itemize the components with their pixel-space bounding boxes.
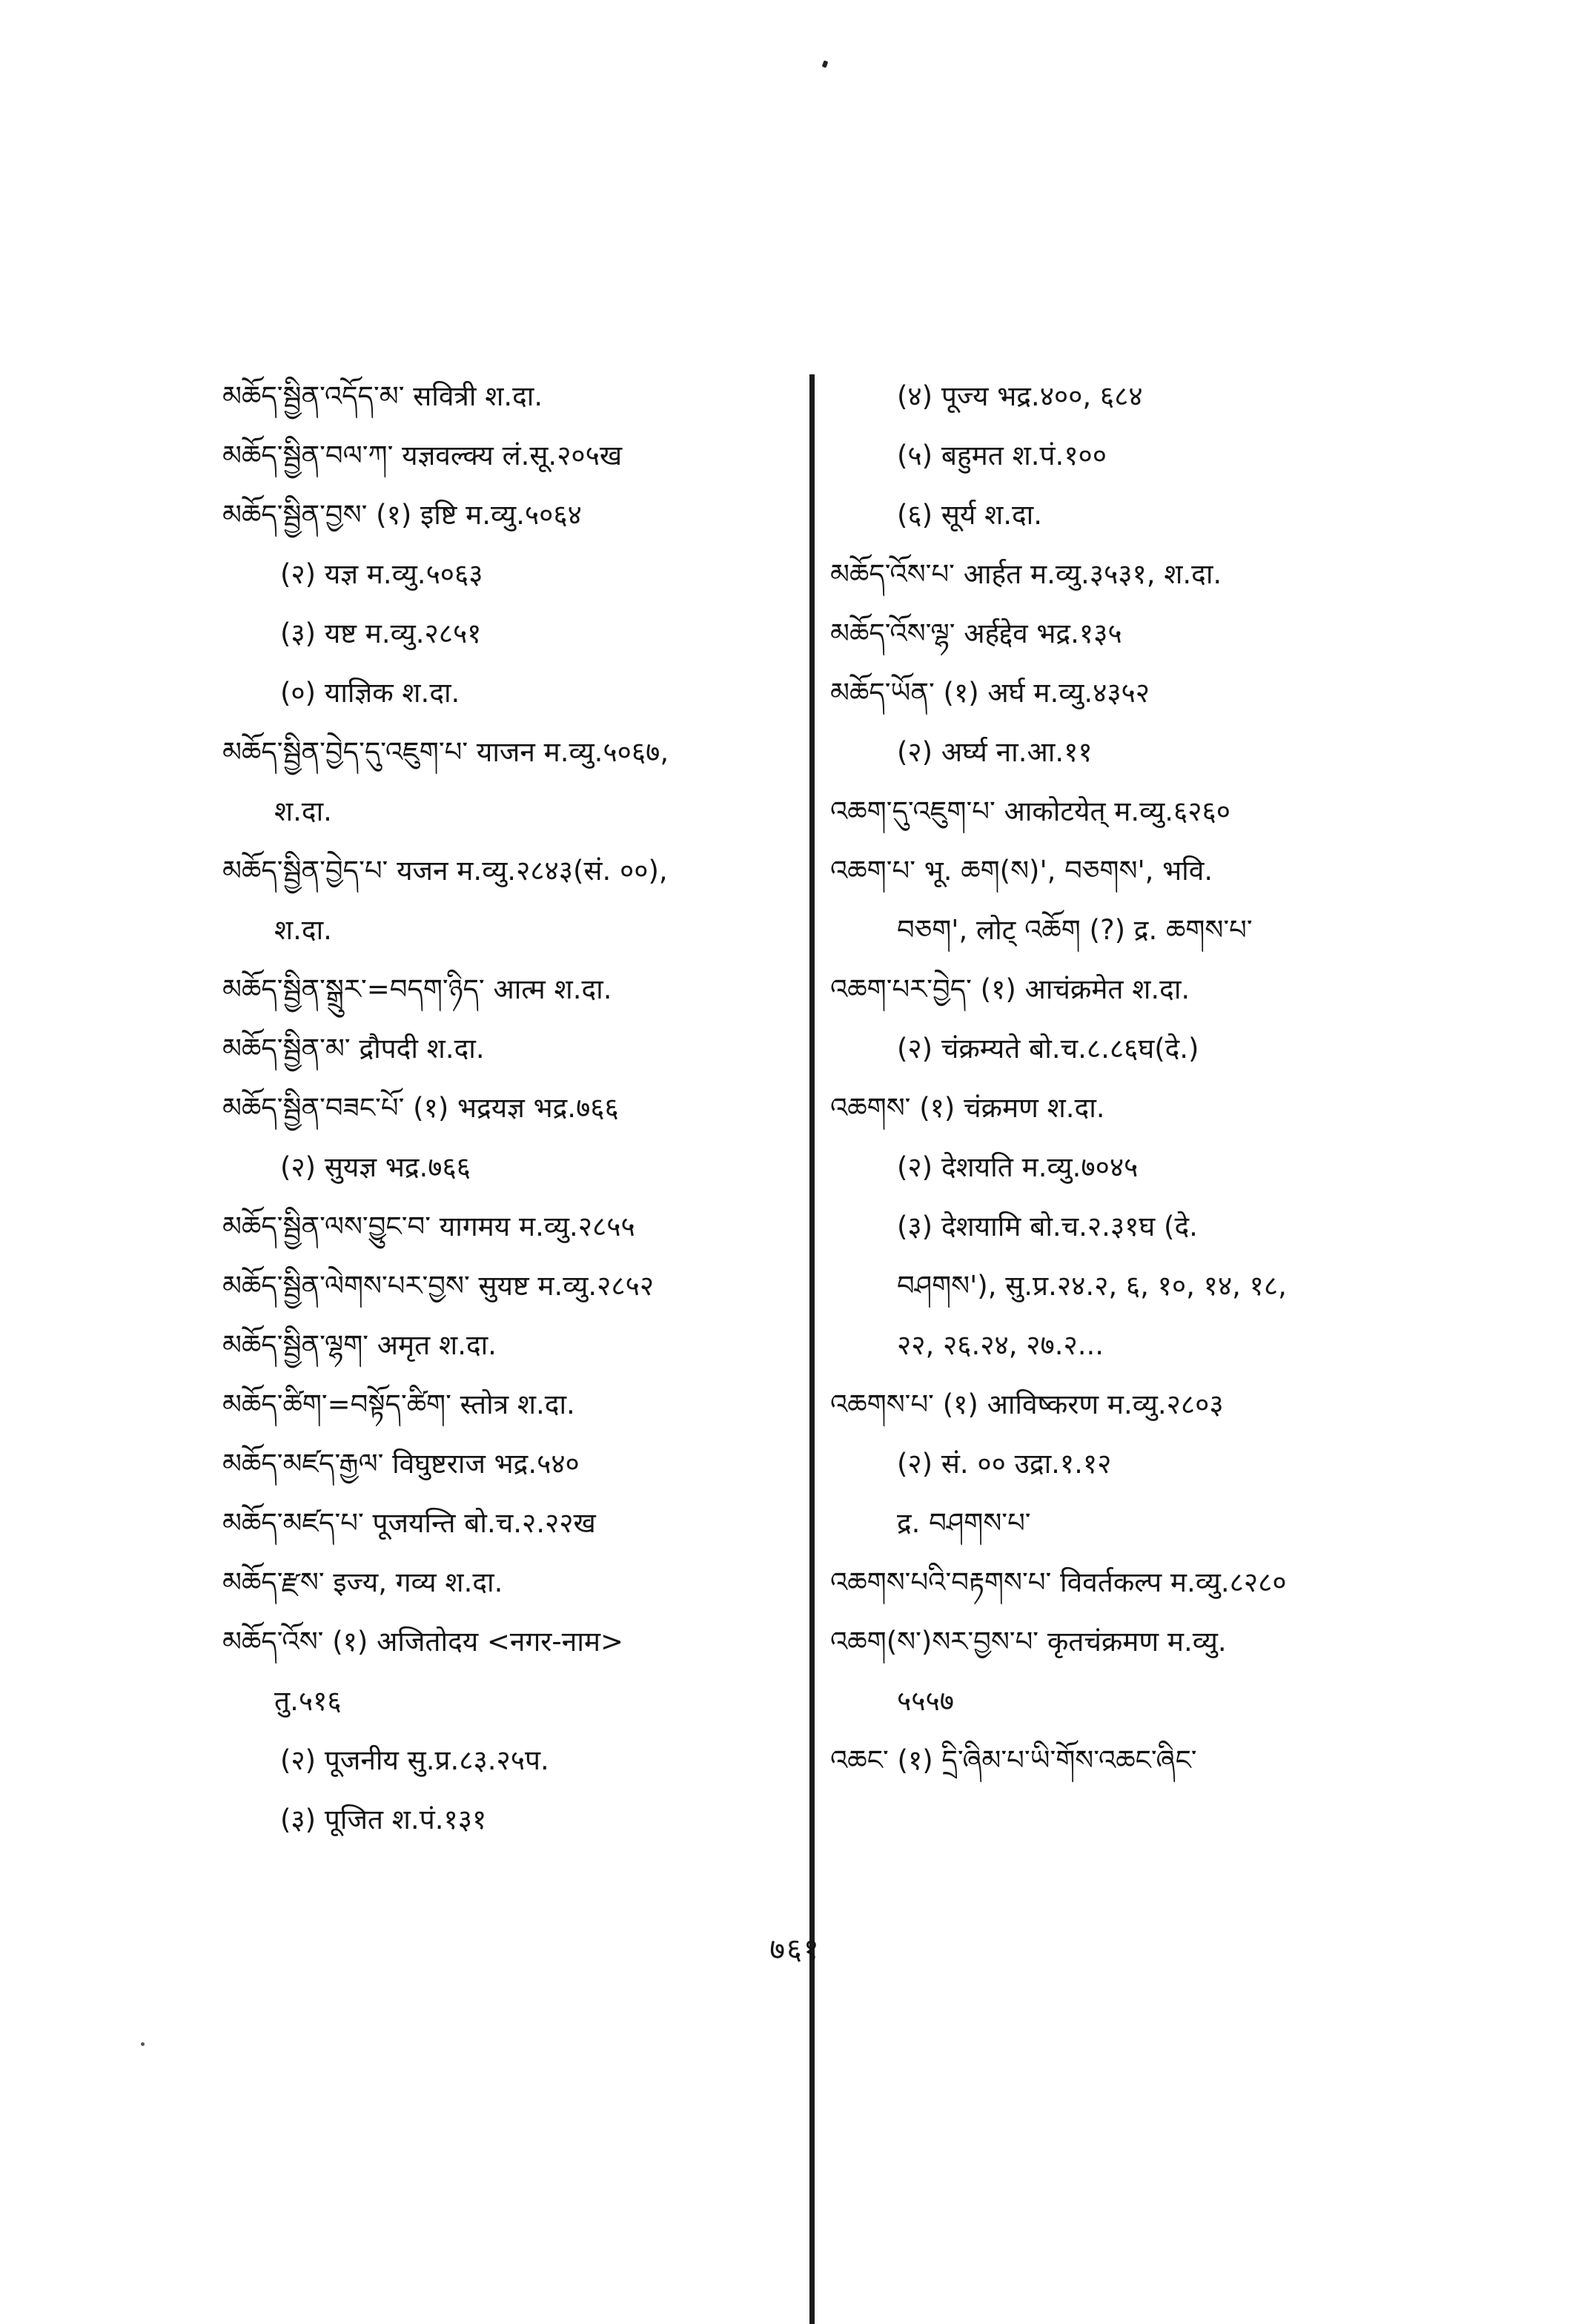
dictionary-entry: མཆོད་སྦྱིན་བྱེད་དུ་འཇུག་པ་ याजन म.व्यु.५०६७, bbox=[222, 736, 669, 768]
dictionary-entry: (२) अर्घ्य ना.आ.११ bbox=[897, 736, 1093, 768]
dictionary-entry: མཆོད་མཛད་རྒྱལ་ विघुष्टराज भद्र.५४० bbox=[222, 1448, 580, 1480]
dictionary-entry: ५५५७ bbox=[897, 1685, 954, 1717]
dictionary-entry: འཆག་དུ་འཇུག་པ་ आकोटयेत् म.व्यु.६२६० bbox=[830, 795, 1230, 827]
dictionary-entry: २२, २६.२४, २७.२... bbox=[897, 1329, 1104, 1361]
dictionary-entry: མཆོད་ཚིག་=བསྟོད་ཚིག་ स्तोत्र श.दा. bbox=[222, 1388, 575, 1420]
dictionary-entry: འཆགས་པ་ (१) आविष्करण म.व्यु.२८०३ bbox=[830, 1388, 1224, 1420]
dictionary-entry: མཆོད་སྦྱིན་བལ་ཀ་ यज्ञवल्क्य लं.सू.२०५ख bbox=[222, 440, 623, 471]
left-column bbox=[222, 367, 808, 1850]
print-dot bbox=[141, 2042, 145, 2046]
dictionary-entry: འཆག་པ་ भू. ཆག(ས)', བཅགས', भवि. bbox=[830, 855, 1213, 887]
dictionary-entry: འཆག(ས་)སར་བྱས་པ་ कृतचंक्रमण म.व्यु. bbox=[830, 1626, 1227, 1658]
dictionary-entry: द्र. བཤགས་པ་ bbox=[897, 1507, 1031, 1539]
dictionary-entry: མཆོད་སྦྱིན་བཟང་པོ་ (१) भद्रयज्ञ भद्र.७६६ bbox=[222, 1092, 619, 1124]
dictionary-entry: श.दा. bbox=[274, 795, 332, 827]
dictionary-entry: (६) सूर्य श.दा. bbox=[897, 499, 1043, 531]
dictionary-entry: (२) चंक्रम्यते बो.च.८.८६घ(दे.) bbox=[897, 1033, 1199, 1065]
dictionary-entry: མཆོད་སྦྱིན་མ་ द्रौपदी श.दा. bbox=[222, 1033, 485, 1065]
dictionary-entry: མཆོད་འོས་པ་ आर्हत म.व्यु.३५३१, श.दा. bbox=[830, 558, 1222, 590]
dictionary-entry: तु.५१६ bbox=[274, 1685, 342, 1717]
page-number: ७६१ bbox=[769, 1933, 821, 1967]
dictionary-entry: མཆོད་སྦྱིན་བྱེད་པ་ यजन म.व्यु.२८४३(सं. ००), bbox=[222, 855, 668, 887]
dictionary-entry: (२) पूजनीय सु.प्र.८३.२५प. bbox=[280, 1744, 549, 1776]
dictionary-entry: འཆག་པར་བྱེད་ (१) आचंक्रमेत श.दा. bbox=[830, 973, 1190, 1005]
dictionary-entry: མཆོད་མཛད་པ་ पूजयन्ति बो.च.२.२२ख bbox=[222, 1507, 596, 1539]
column-divider bbox=[809, 374, 815, 2324]
dictionary-entry: (३) पूजित श.पं.१३१ bbox=[280, 1804, 487, 1835]
dictionary-entry: བཤགས'), सु.प्र.२४.२, ६, १०, १४, १८, bbox=[897, 1270, 1287, 1302]
dictionary-entry: (२) देशयति म.व्यु.७०४५ bbox=[897, 1151, 1139, 1183]
dictionary-entry: མཆོད་ཡོན་ (१) अर्घ म.व्यु.४३५२ bbox=[830, 677, 1150, 709]
dictionary-entry: འཆགས་པའི་བརྟགས་པ་ विवर्तकल्प म.व्यु.८२८० bbox=[830, 1566, 1287, 1598]
dictionary-entry: མཆོད་འོས་ལྷ་ अर्हद्देव भद्र.१३५ bbox=[830, 618, 1122, 649]
dictionary-entry: (४) पूज्य भद्र.४००, ६८४ bbox=[897, 380, 1143, 412]
dictionary-entry: མཆོད་སྦྱིན་ལེགས་པར་བྱས་ सुयष्ट म.व्यु.२८५२ bbox=[222, 1270, 655, 1302]
dictionary-entry: མཆོད་སྦྱིན་ལས་བྱུང་བ་ यागमय म.व्यु.२८५५ bbox=[222, 1211, 635, 1242]
dictionary-entry: མཆོད་སྦྱིན་བྱས་ (१) इष्टि म.व्यु.५०६४ bbox=[222, 499, 582, 531]
dictionary-entry: (०) याज्ञिक श.दा. bbox=[280, 677, 460, 709]
dictionary-entry: བཅག', लोट् འཆོག (?) द्र. ཆགས་པ་ bbox=[897, 914, 1253, 946]
right-column bbox=[830, 367, 1438, 1790]
dictionary-entry: མཆོད་སྦྱིན་ལྷག་ अमृत श.दा. bbox=[222, 1329, 497, 1361]
dictionary-entry: མཆོད་སྦྱིན་འདོད་མ་ सवित्री श.दा. bbox=[222, 380, 543, 412]
dictionary-entry: (२) सं. ०० उद्रा.१.१२ bbox=[897, 1448, 1112, 1480]
dictionary-entry: འཆང་ (१) དྲི་ཞིམ་པ་ཡི་གོས་འཆང་ཞིང་ bbox=[830, 1744, 1197, 1776]
dictionary-entry: श.दा. bbox=[274, 914, 332, 946]
dictionary-entry: འཆགས་ (१) चंक्रमण श.दा. bbox=[830, 1092, 1105, 1124]
dictionary-entry: མཆོད་འོས་ (१) अजितोदय <नगर-नाम> bbox=[222, 1626, 624, 1658]
print-speck bbox=[822, 60, 829, 68]
dictionary-entry: མཆོད་རྫས་ इज्य, गव्य श.दा. bbox=[222, 1566, 503, 1598]
dictionary-entry: མཆོད་སྦྱིན་སྒྲུར་=བདག་ཉིད་ आत्म श.दा. bbox=[222, 973, 612, 1005]
dictionary-entry: (५) बहुमत श.पं.१०० bbox=[897, 440, 1107, 471]
dictionary-entry: (३) देशयामि बो.च.२.३१घ (दे. bbox=[897, 1211, 1198, 1242]
dictionary-entry: (३) यष्ट म.व्यु.२८५१ bbox=[280, 618, 482, 649]
dictionary-entry: (२) यज्ञ म.व्यु.५०६३ bbox=[280, 558, 483, 590]
dictionary-entry: (२) सुयज्ञ भद्र.७६६ bbox=[280, 1151, 471, 1183]
